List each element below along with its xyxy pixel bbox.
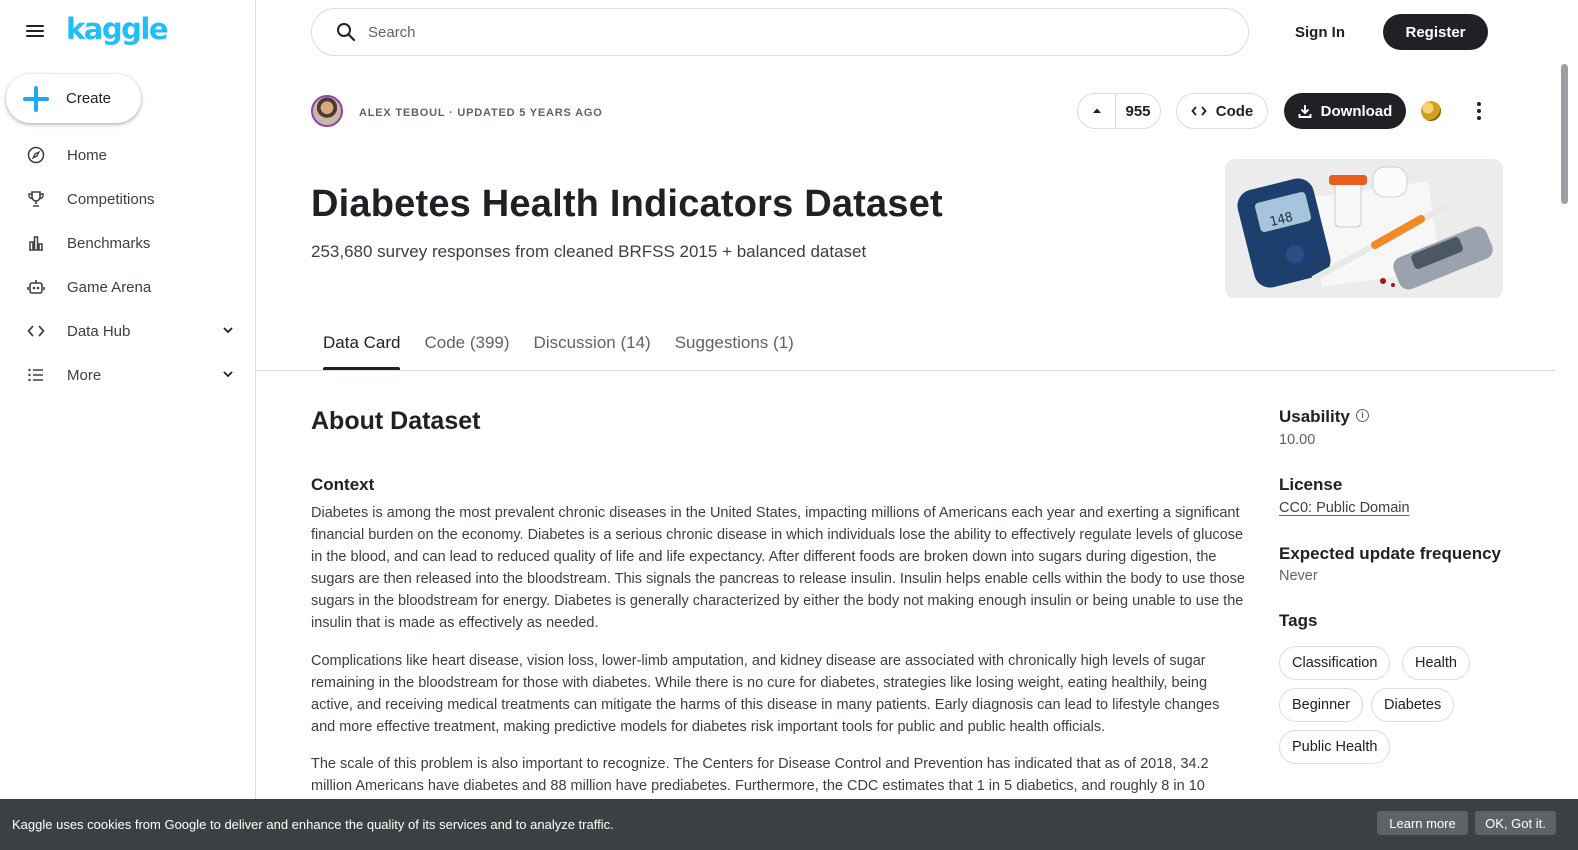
bar-chart-icon [25,232,47,254]
tab-code[interactable]: Code (399) [424,333,510,352]
cookie-text: Kaggle uses cookies from Google to deliver and enhance the quality of its services and to analyze traffic. [12,817,614,832]
usability-label: Usability [1279,407,1350,426]
create-button[interactable] [6,74,141,123]
svg-text:148: 148 [1268,209,1295,231]
tag-chip[interactable]: Diabetes [1371,688,1454,722]
caret-up-icon [1091,105,1103,117]
more-options-icon[interactable] [1469,100,1489,122]
code-brackets-icon [25,320,47,342]
chevron-down-icon[interactable] [221,367,235,381]
scrollbar-thumb[interactable] [1561,64,1568,204]
sidebar-item-label: Game Arena [67,278,152,296]
code-brackets-icon [1191,104,1207,118]
paragraph: The scale of this problem is also important to recognize. The Centers for Disease Control and Prevention has indicated that as of 2018, 34.2 million Americans have diabetes and 88 million have prediabetes. Furthermore, the CDC estimates that 1 in 5 diabetics, and roughly 8 in 10 [311,756,1209,794]
sign-in-button[interactable]: Sign In [1295,23,1345,41]
sidebar-item-label: Competitions [67,190,155,208]
create-label: Create [66,90,112,107]
sidebar-item-competitions[interactable] [0,177,255,221]
update-frequency-value: Never [1279,568,1318,584]
robot-icon [25,276,47,298]
register-button[interactable]: Register [1383,14,1488,50]
trophy-icon [25,188,47,210]
usability-value: 10.00 [1279,432,1316,448]
license-label: License [1279,475,1343,494]
upvote-control [1077,93,1161,129]
sidebar-item-benchmarks[interactable] [0,221,255,265]
sidebar-item-label: More [67,366,102,384]
hamburger-menu-icon[interactable] [24,22,46,42]
sidebar-item-more[interactable] [0,353,255,397]
page-subtitle: 253,680 survey responses from cleaned BRFSS 2015 + balanced dataset [311,242,867,261]
tab-bar [311,333,806,370]
chevron-down-icon[interactable] [221,323,235,337]
download-button-label: Download [1320,102,1393,120]
learn-more-button[interactable]: Learn more [1377,811,1468,835]
search-icon [336,22,356,42]
owner-and-update-line: ALEX TEBOUL · UPDATED 5 YEARS AGO [359,107,603,119]
dataset-thumbnail [1225,159,1503,298]
paragraph: Diabetes is among the most prevalent chronic diseases in the United States, impacting millions of Americans each year and exerting a significant financial burden on the economy. Diabetes is a serious chronic disease in which individuals lose the ability to effectively regulate levels of glucose in the blood, and can lead to reduced quality of life and life expectancy. After different foods are broken down into sugars during digestion, the sugars are then released into the bloodstream. This signals the pancreas to release insulin. Insulin helps enable cells within the body to use those sugars in the bloodstream for energy. Diabetes is generally characterized by either the body not making enough insulin or being unable to use the insulin that is made as effectively as needed. [311,505,1245,631]
about-dataset-heading: About Dataset [311,407,481,435]
vote-count: 955 [1125,102,1151,120]
tag-chip[interactable]: Health [1402,646,1470,680]
sidebar-item-label: Benchmarks [67,234,151,252]
sidebar [0,0,256,850]
tab-data-card[interactable]: Data Card [311,333,412,370]
search-input[interactable] [368,24,1168,41]
download-icon [1298,104,1312,118]
paragraph: Complications like heart disease, vision loss, lower-limb amputation, and kidney disease are associated with chronically high levels of sugar remaining in the bloodstream for those with diabetes. While there is no cure for diabetes, strategies like losing weight, eating healthily, being active, and receiving medical treatments can mitigate the harms of this disease in many patients. Early diagnosis can lead to lifestyle changes and more effective treatment, making predictive models for diabetes risk important tools for public and public health officials. [311,653,1220,735]
sidebar-item-label: Data Hub [67,322,131,340]
context-heading: Context [311,475,375,494]
sidebar-item-data-hub[interactable] [0,309,255,353]
tag-chip[interactable]: Beginner [1279,688,1363,722]
tags-label: Tags [1279,611,1318,630]
tab-suggestions[interactable]: Suggestions (1) [674,333,794,352]
compass-icon [25,144,47,166]
sidebar-item-home[interactable] [0,133,255,177]
sidebar-nav [0,133,255,397]
tag-chip[interactable]: Classification [1279,646,1390,680]
kaggle-logo[interactable]: kaggle [66,12,167,46]
tabs-divider [256,370,1555,371]
sidebar-item-label: Home [67,146,108,164]
download-button[interactable] [1284,93,1406,129]
sidebar-item-game-arena[interactable] [0,265,255,309]
code-button[interactable] [1176,93,1268,129]
upvote-button[interactable] [1078,94,1116,128]
page-title: Diabetes Health Indicators Dataset [311,183,943,225]
tab-discussion[interactable]: Discussion (14) [533,333,651,352]
search-bar[interactable] [311,8,1249,56]
license-link[interactable]: CC0: Public Domain [1279,500,1410,516]
code-button-label: Code [1215,102,1254,120]
ok-got-it-button[interactable]: OK, Got it. [1475,811,1556,835]
info-icon[interactable]: i [1356,409,1369,422]
avatar[interactable] [311,95,343,127]
update-frequency-label: Expected update frequency [1279,544,1502,563]
cookie-banner [0,799,1578,850]
list-icon [25,364,47,386]
plus-icon [23,86,49,112]
tag-chip[interactable]: Public Health [1279,730,1390,764]
medal-icon[interactable] [1421,101,1441,121]
